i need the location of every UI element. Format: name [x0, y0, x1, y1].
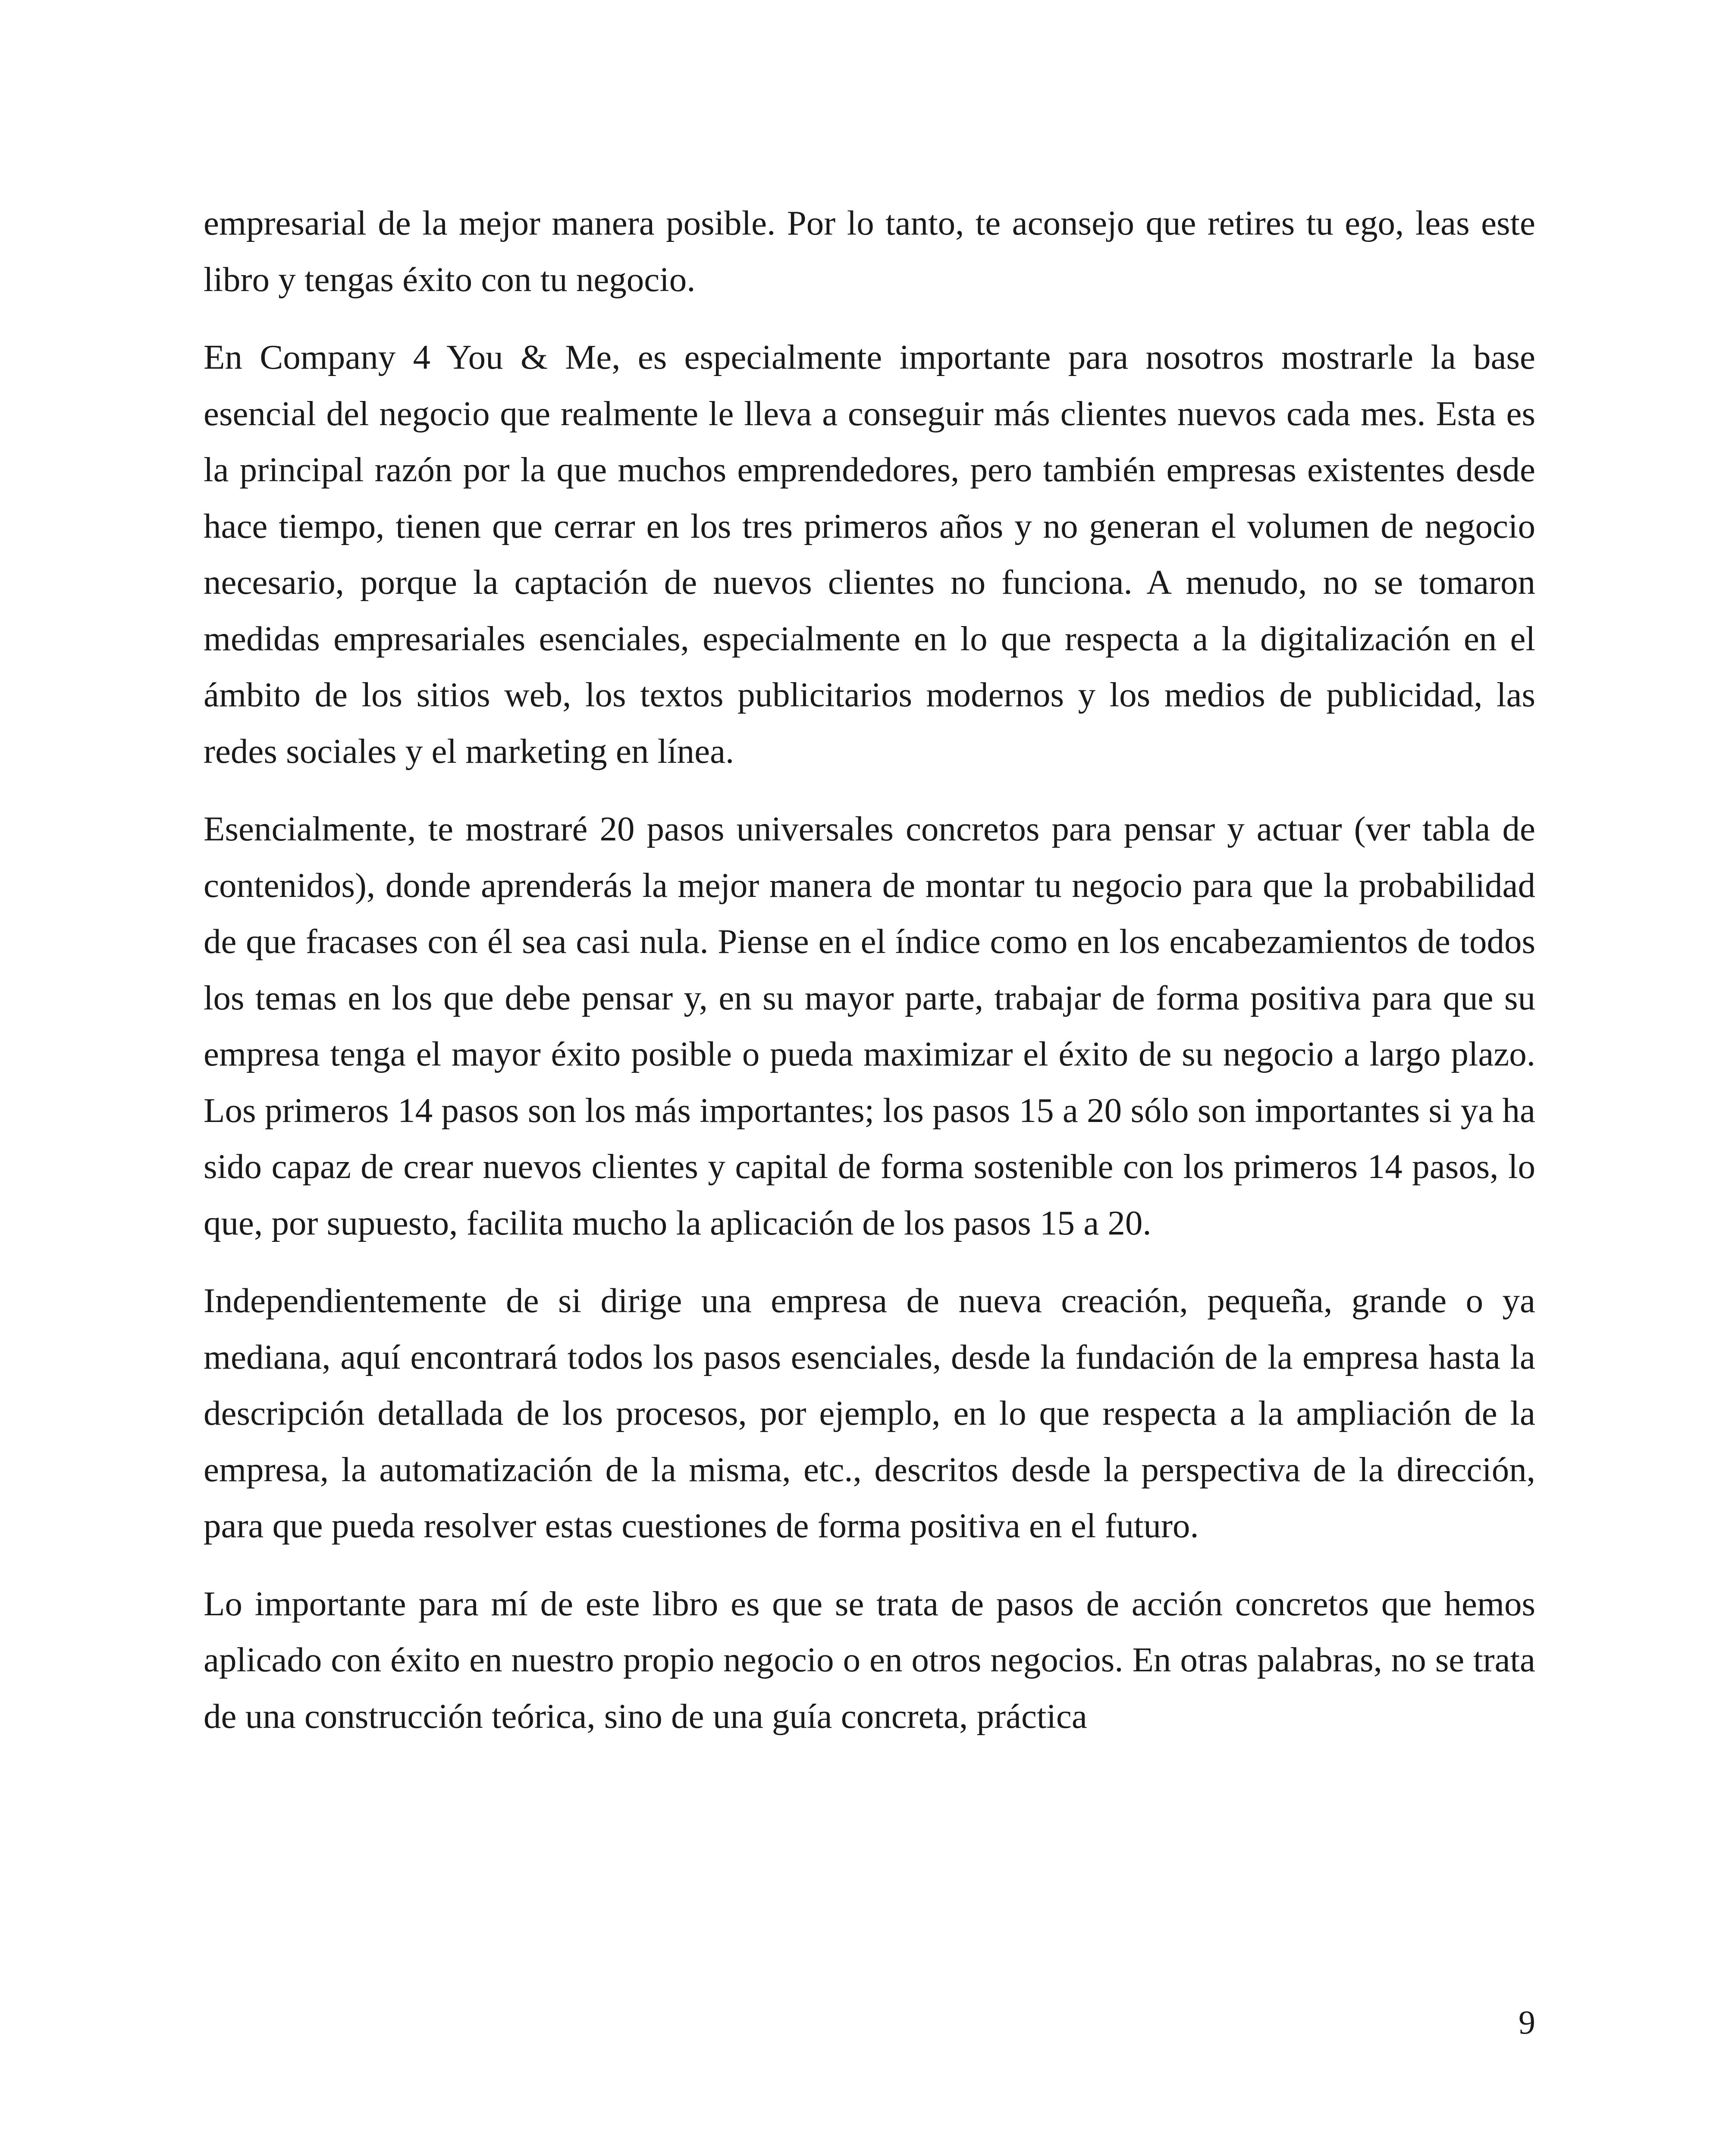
- paragraph-1: empresarial de la mejor manera posible. Por lo tanto, te aconsejo que retires tu ego, leas este libro y tengas éxito con tu negocio.: [204, 204, 1535, 299]
- paragraph-4: Independientemente de si dirige una empresa de nueva creación, pequeña, grande o ya mediana, aquí encontrará todos los pasos esenciales, desde la fundación de la empresa hasta la descripción detallada de los procesos, por ejemplo, en lo que respecta a la ampliación de la empresa, la automatización de la misma, etc., descritos desde la perspectiva de la dirección, para que pueda resolver estas cuestiones de forma positiva en el futuro.: [204, 1281, 1535, 1545]
- body-text: [204, 195, 1535, 1744]
- page-number: 9: [1519, 2003, 1535, 2041]
- paragraph-2: En Company 4 You & Me, es especialmente importante para nosotros mostrarle la base esencial del negocio que realmente le lleva a conseguir más clientes nuevos cada mes. Esta es la principal razón por la que muchos emprendedores, pero también empresas existentes desde hace tiempo, tienen que cerrar en los tres primeros años y no generan el volumen de negocio necesario, porque la captación de nuevos clientes no funciona. A menudo, no se tomaron medidas empresariales esenciales, especialmente en lo que respecta a la digitalización en el ámbito de los sitios web, los textos publicitarios modernos y los medios de publicidad, las redes sociales y el marketing en línea.: [204, 338, 1535, 771]
- paragraph-5: Lo importante para mí de este libro es que se trata de pasos de acción concretos que hemos aplicado con éxito en nuestro propio negocio o en otros negocios. En otras palabras, no se trata de una construcción teórica, sino de una guía concreta, práctica: [204, 1584, 1535, 1736]
- paragraph-3: Esencialmente, te mostraré 20 pasos universales concretos para pensar y actuar (ver tabla de contenidos), donde aprenderás la mejor manera de montar tu negocio para que la probabilidad de que fracases con él sea casi nula. Piense en el índice como en los encabezamientos de todos los temas en los que debe pensar y, en su mayor parte, trabajar de forma positiva para que su empresa tenga el mayor éxito posible o pueda maximizar el éxito de su negocio a largo plazo. Los primeros 14 pasos son los más importantes; los pasos 15 a 20 sólo son importantes si ya ha sido capaz de crear nuevos clientes y capital de forma sostenible con los primeros 14 pasos, lo que, por supuesto, facilita mucho la aplicación de los pasos 15 a 20.: [204, 809, 1535, 1242]
